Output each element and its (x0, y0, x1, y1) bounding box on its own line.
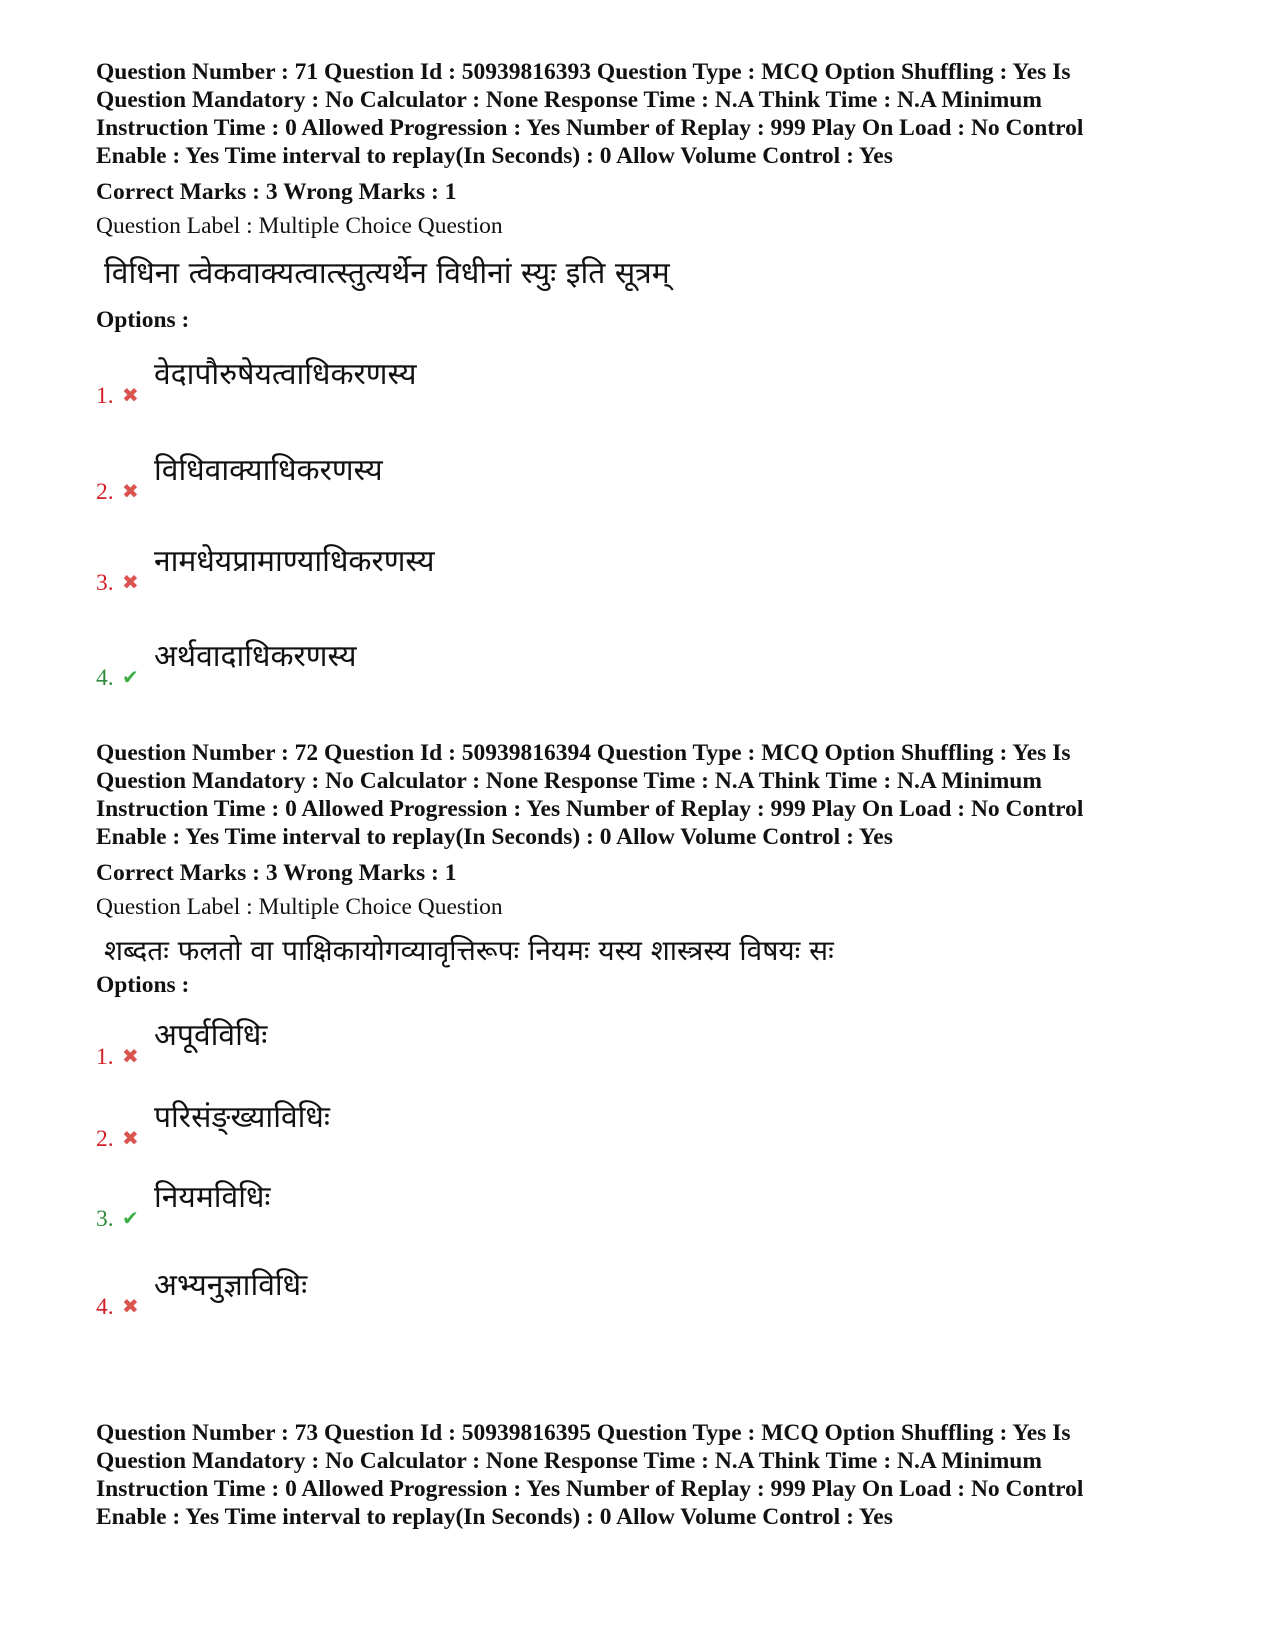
meta-line: Enable : Yes Time interval to replay(In Seconds) : 0 Allow Volume Control : Yes (96, 143, 893, 169)
option-text: अभ्यनुज्ञाविधिः (154, 1268, 308, 1303)
question-meta (96, 739, 1176, 851)
question-text: शब्दतः फलतो वा पाक्षिकायोगव्यावृत्तिरूपः नियमः यस्य शास्त्रस्य विषयः सः (104, 934, 834, 967)
option-text: परिसंङ्ख्याविधिः (154, 1100, 330, 1135)
option-number: 3. (96, 570, 114, 596)
option-text: अपूर्वविधिः (154, 1018, 268, 1053)
question-meta (96, 1419, 1176, 1531)
cross-icon: ✖ (122, 1126, 139, 1150)
question-marks: Correct Marks : 3 Wrong Marks : 1 (96, 860, 457, 886)
question-marks: Correct Marks : 3 Wrong Marks : 1 (96, 179, 457, 205)
meta-line: Question Mandatory : No Calculator : None Response Time : N.A Think Time : N.A Minimum (96, 1448, 1042, 1474)
option-text: नियमविधिः (154, 1180, 271, 1215)
option-number: 4. (96, 665, 114, 691)
meta-line: Enable : Yes Time interval to replay(In Seconds) : 0 Allow Volume Control : Yes (96, 1504, 893, 1530)
meta-line: Question Mandatory : No Calculator : None Response Time : N.A Think Time : N.A Minimum (96, 87, 1042, 113)
question-meta (96, 58, 1176, 170)
cross-icon: ✖ (122, 479, 139, 503)
option-text: वेदापौरुषेयत्वाधिकरणस्य (154, 357, 417, 392)
option-number: 1. (96, 383, 114, 409)
options-list (96, 999, 1176, 1339)
meta-line: Instruction Time : 0 Allowed Progression : Yes Number of Replay : 999 Play On Load : No Control (96, 796, 1084, 822)
question-label: Question Label : Multiple Choice Question (96, 213, 503, 239)
question-71 (96, 58, 1176, 754)
meta-line: Question Mandatory : No Calculator : None Response Time : N.A Think Time : N.A Minimum (96, 768, 1042, 794)
cross-icon: ✖ (122, 1044, 139, 1068)
options-label: Options : (96, 307, 190, 333)
options-label: Options : (96, 972, 190, 998)
cross-icon: ✖ (122, 383, 139, 407)
question-72 (96, 739, 1176, 1339)
cross-icon: ✖ (122, 570, 139, 594)
meta-line: Question Number : 71 Question Id : 50939816393 Question Type : MCQ Option Shuffling : Yes Is (96, 59, 1071, 85)
question-label: Question Label : Multiple Choice Question (96, 894, 503, 920)
option-number: 4. (96, 1294, 114, 1320)
meta-line: Instruction Time : 0 Allowed Progression : Yes Number of Replay : 999 Play On Load : No Control (96, 1476, 1084, 1502)
meta-line: Question Number : 72 Question Id : 50939816394 Question Type : MCQ Option Shuffling : Yes Is (96, 740, 1071, 766)
cross-icon: ✖ (122, 1294, 139, 1318)
question-text: विधिना त्वेकवाक्यत्वात्स्तुत्यर्थेन विधीनां स्युः इति सूत्रम् (104, 256, 670, 291)
question-73 (96, 1419, 1176, 1531)
meta-line: Question Number : 73 Question Id : 50939816395 Question Type : MCQ Option Shuffling : Yes Is (96, 1420, 1071, 1446)
check-icon: ✔ (122, 665, 139, 689)
check-icon: ✔ (122, 1206, 139, 1230)
option-number: 1. (96, 1044, 114, 1070)
options-list (96, 334, 1176, 754)
option-text: विधिवाक्याधिकरणस्य (154, 453, 383, 488)
meta-line: Enable : Yes Time interval to replay(In Seconds) : 0 Allow Volume Control : Yes (96, 824, 893, 850)
option-text: नामधेयप्रामाण्याधिकरणस्य (154, 544, 435, 579)
option-number: 2. (96, 479, 114, 505)
option-number: 3. (96, 1206, 114, 1232)
option-number: 2. (96, 1126, 114, 1152)
option-text: अर्थवादाधिकरणस्य (154, 639, 357, 674)
meta-line: Instruction Time : 0 Allowed Progression : Yes Number of Replay : 999 Play On Load : No Control (96, 115, 1084, 141)
